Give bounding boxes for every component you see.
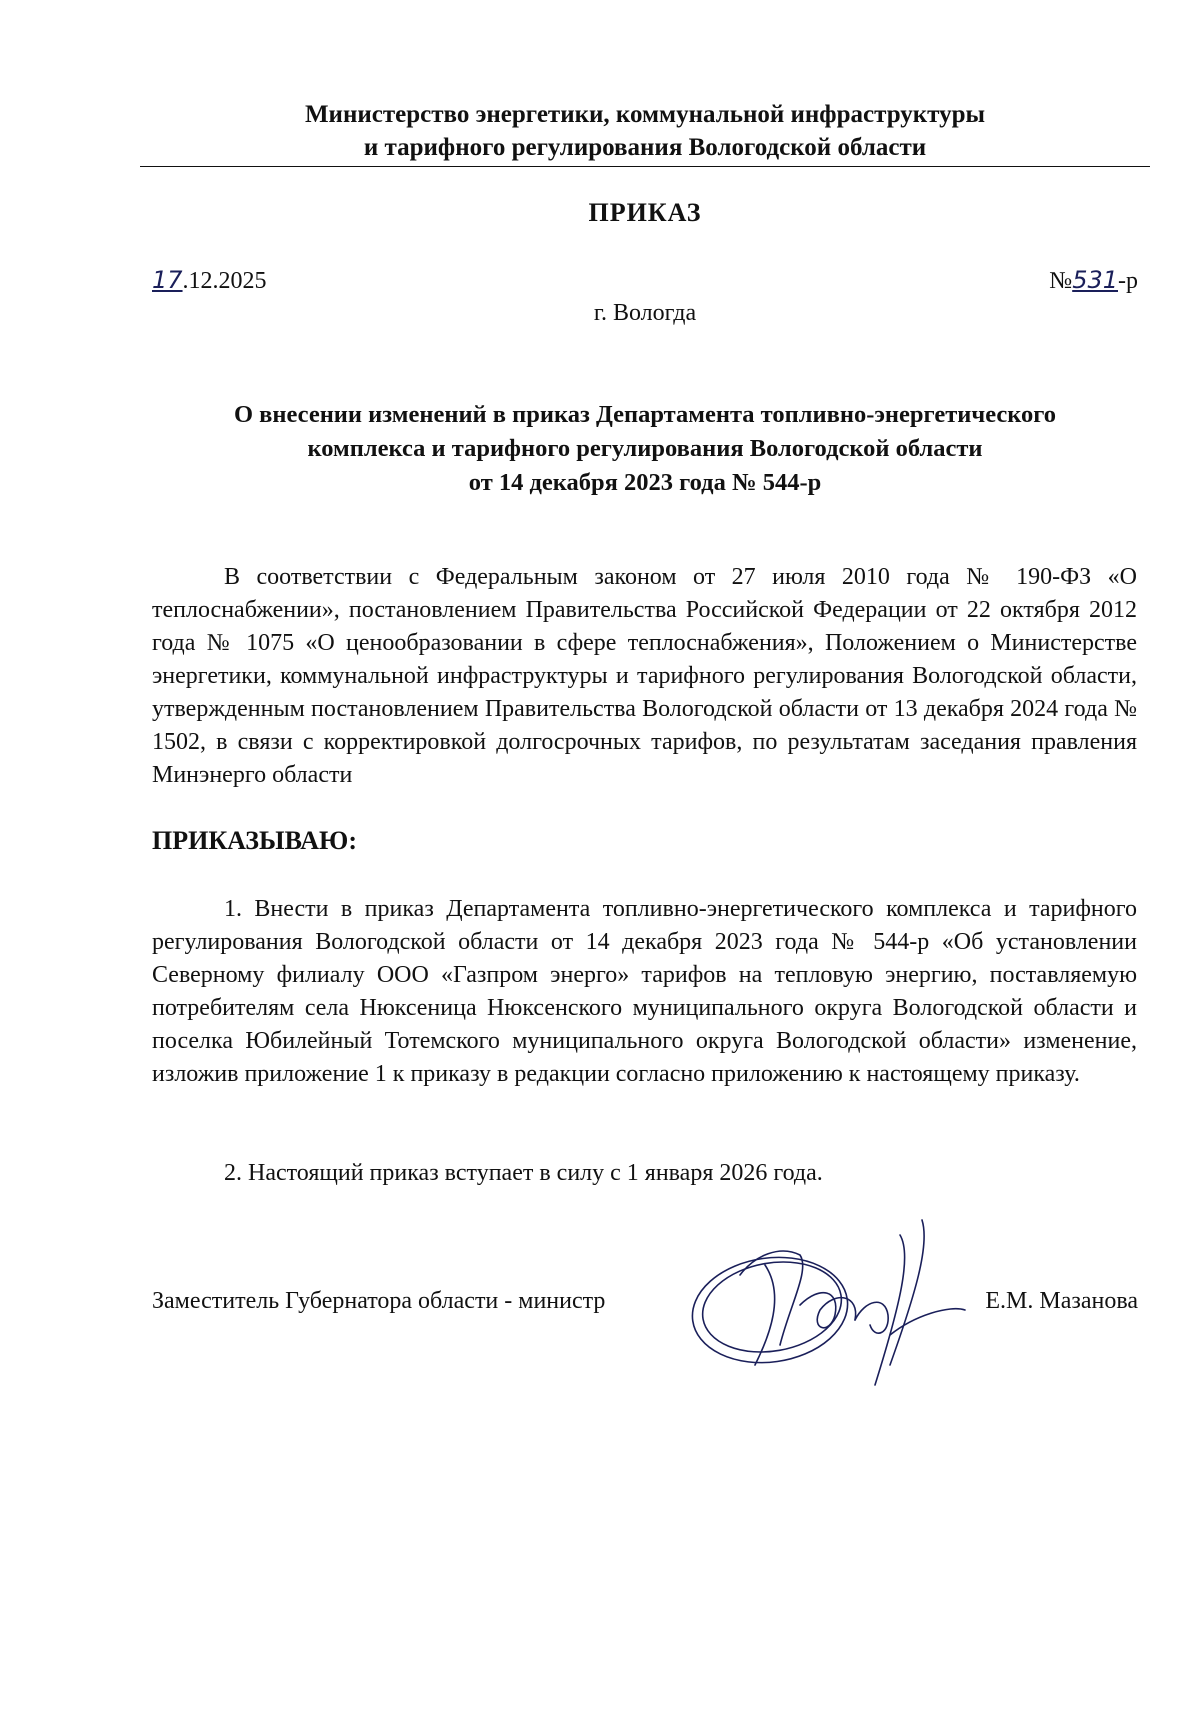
date-day-handwritten: 17 — [152, 266, 183, 294]
handwritten-signature — [660, 1215, 990, 1405]
document-date — [152, 266, 267, 295]
document-title: ПРИКАЗ — [588, 198, 702, 227]
ministry-header — [140, 98, 1150, 164]
order-item-2: 2. Настоящий приказ вступает в силу с 1 января 2026 года. — [224, 1160, 823, 1186]
header-divider — [140, 166, 1150, 167]
number-suffix: -р — [1118, 268, 1138, 294]
signer-post: Заместитель Губернатора области - министр — [152, 1288, 606, 1314]
document-number — [1049, 266, 1138, 295]
order-item-1: 1. Внести в приказ Департамента топливно-энергетического комплекса и тарифного регулирования Вологодской области от 14 декабря 2023 года № 544-р «Об установлении Северному филиалу ООО «Газпром энерго» тарифов на тепловую энергию, поставляемую потребителям села Нюксеница Нюксенского муниципального округа Вологодской области и поселка Юбилейный Тотемского муниципального округа Вологодской области» изменение, изложив приложение 1 к приказу в редакции согласно приложению к настоящему приказу. — [152, 896, 1137, 1087]
document-city: г. Вологда — [593, 300, 697, 326]
ministry-header-line1: Министерство энергетики, коммунальной инфраструктуры — [304, 101, 986, 128]
subject-line1: О внесении изменений в приказ Департамента топливно-энергетического — [233, 401, 1057, 428]
ministry-header-line2: и тарифного регулирования Вологодской области — [363, 134, 927, 161]
number-handwritten: 531 — [1072, 266, 1118, 294]
signer-name: Е.М. Мазанова — [985, 1288, 1138, 1314]
number-prefix: № — [1049, 268, 1073, 294]
order-word: ПРИКАЗЫВАЮ: — [152, 826, 357, 855]
date-month-year: .12.2025 — [182, 268, 267, 294]
preamble-paragraph: В соответствии с Федеральным законом от 27 июля 2010 года № 190-ФЗ «О теплоснабжении», постановлением Правительства Российской Федерации от 22 октября 2012 года № 1075 «О ценообразовании в сфере теплоснабжения», Положением о Министерстве энергетики, коммунальной инфраструктуры и тарифного регулирования Вологодской области, утвержденным постановлением Правительства Вологодской области от 13 декабря 2024 года № 1502, в связи с корректировкой долгосрочных тарифов, по результатам заседания правления Минэнерго области — [152, 564, 1137, 788]
document-subject — [140, 398, 1150, 500]
subject-line3: от 14 декабря 2023 года № 544-р — [468, 469, 822, 496]
subject-line2: комплекса и тарифного регулирования Вологодской области — [307, 435, 983, 462]
